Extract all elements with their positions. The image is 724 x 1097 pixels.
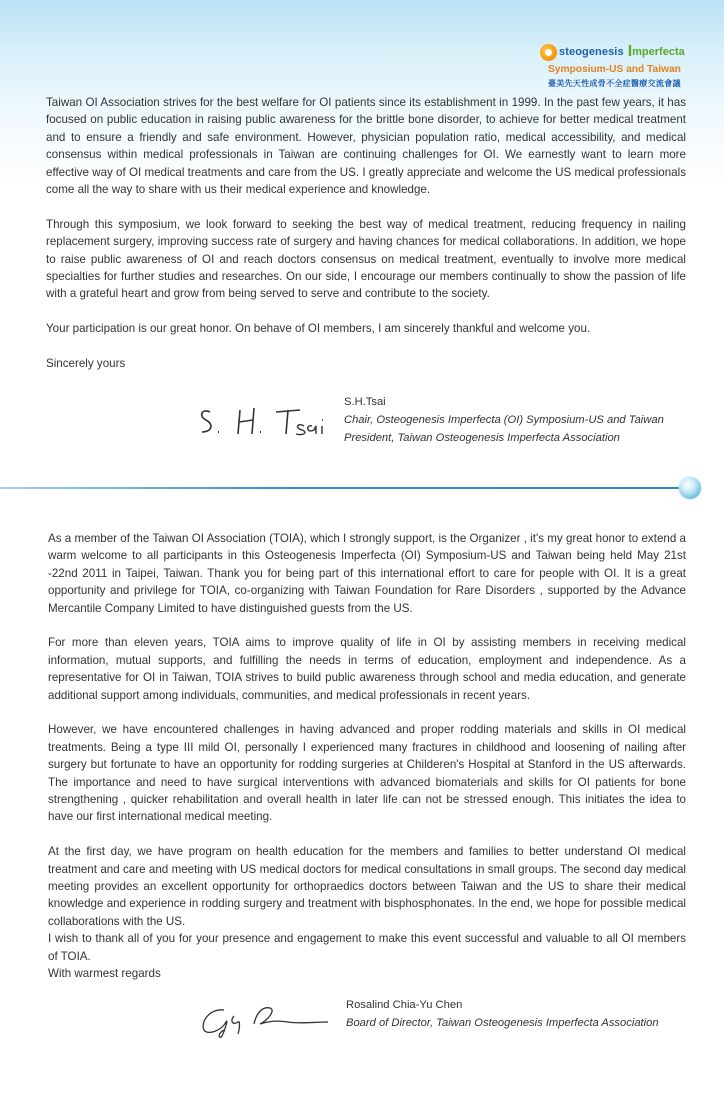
logo-word-imperfecta: mperfecta: [632, 46, 685, 58]
signer-name: Rosalind Chia-Yu Chen: [346, 999, 463, 1011]
logo-word-osteogenesis: steogenesis: [559, 46, 624, 58]
letter1-paragraph: Taiwan OI Association strives for the best welfare for OI patients since its establishment in 1999. In the past few years, it has focused on public education in raising public awareness for the brittle bone disorder, to achieve for better medical treatment and to ensure a friendly and safe environment. However, physician population ratio, medical accessibility, and medical consensus within medical professionals in Taiwan are continuing challenges for OI. We earnestly want to learn more effective way of OI medical treatments and care from the US. I greatly appreciate and welcome the US medical professionals come all the way to share with us their medical experience and knowledge.: [46, 96, 686, 197]
letter2-paragraph: For more than eleven years, TOIA aims to improve quality of life in OI by assisting members in receiving medical information, mutual supports, and fulfilling the needs in terms of education, employment and independence. As a representative for OI in Taiwan, TOIA strives to build public awareness through school and media education, and generate additional support among individuals, communities, and medical professionals in recent years.: [48, 636, 686, 702]
letter2-closing: With warmest regards: [48, 967, 161, 981]
tsai-signature: [196, 398, 336, 444]
letter2-signer: [346, 996, 659, 1032]
logo-subtitle: Symposium-US and Taiwan: [548, 64, 681, 75]
letter1-paragraph: Your participation is our great honor. On behave of OI members, I am sincerely thankful and welcome you.: [46, 322, 591, 336]
signer-title: Board of Director, Taiwan Osteogenesis Imperfecta Association: [346, 1017, 659, 1029]
globe-icon: [679, 477, 701, 499]
logo-title: [540, 42, 685, 62]
signer-title: Chair, Osteogenesis Imperfecta (OI) Symposium-US and Taiwan: [344, 414, 664, 426]
letter1-body: [46, 94, 686, 372]
signer-title: President, Taiwan Osteogenesis Imperfecta Association: [344, 432, 620, 444]
letter2-paragraph: As a member of the Taiwan OI Association (TOIA), which I strongly support, is the Organizer , it's my great honor to extend a warm welcome to all participants in this Osteogenesis Imperfecta (OI) Symposium-US and Taiwan being held May 21st -22nd 2011 in Taipei, Taiwan. Thank you for being part of this international effort to care for people with OI. It is a great opportunity and privilege for TOIA, co-organizing with Taiwan Foundation for Rare Disorders , supported by the Advance Mercantile Company Limited to have distinguished guests from the US.: [48, 532, 686, 615]
letter2-paragraph: At the first day, we have program on health education for the members and families to better understand OI medical treatment and care and meeting with US medical doctors for medical consultations in small groups. The second day medical meeting provides an excellent opportunity for orthopraedics doctors between Taiwan and the US to share their medical knowledge and experience in rodding surgery and treatment with bisphosphonates. In the end, we hope for possible medical collaborations with the US.: [48, 845, 686, 928]
letter2-body: [48, 530, 686, 983]
logo-chinese-subtitle: 臺美先天性成骨不全症醫療交流會議: [548, 79, 681, 88]
logo-o-mark-icon: [540, 44, 557, 61]
logo-i-mark: I: [627, 43, 633, 60]
symposium-logo: [540, 42, 690, 98]
letter2-paragraph: I wish to thank all of you for your presence and engagement to make this event successful and valuable to all OI members of TOIA.: [48, 932, 686, 963]
section-divider: [0, 487, 680, 489]
letter1-paragraph: Through this symposium, we look forward to seeking the best way of medical treatment, reducing frequency in nailing replacement surgery, improving success rate of surgery and having chances for medical collaborations. In addition, we hope to raise public awareness of OI and reach doctors consensus on medical treatment, eventually to involve more medical specialties for further studies and researches. On our side, I encourage our members continually to show the passion of life with a grateful heart and grow from being served to serve and contribute to the society.: [46, 217, 686, 301]
chen-signature: [196, 1000, 336, 1038]
letter2-paragraph: However, we have encountered challenges in having advanced and proper rodding materials and skills in OI medical treatments. Being a type III mild OI, personally I experienced many fractures in childhood and loosening of nailing after surgery but fortunate to have an opportunity for rodding surgeries at Childeren's Hospital at Stanford in the US afterwards. The importance and need to have surgical interventions with advanced biomaterials and skills for OI patients for bone strengthening , quicker rehabilitation and overall health in later life can not be stressed enough. This initiates the idea to have our first international medical meeting.: [48, 723, 686, 824]
signer-name: S.H.Tsai: [344, 396, 386, 408]
letter1-signer: [344, 393, 664, 447]
letter1-closing: Sincerely yours: [46, 357, 126, 371]
